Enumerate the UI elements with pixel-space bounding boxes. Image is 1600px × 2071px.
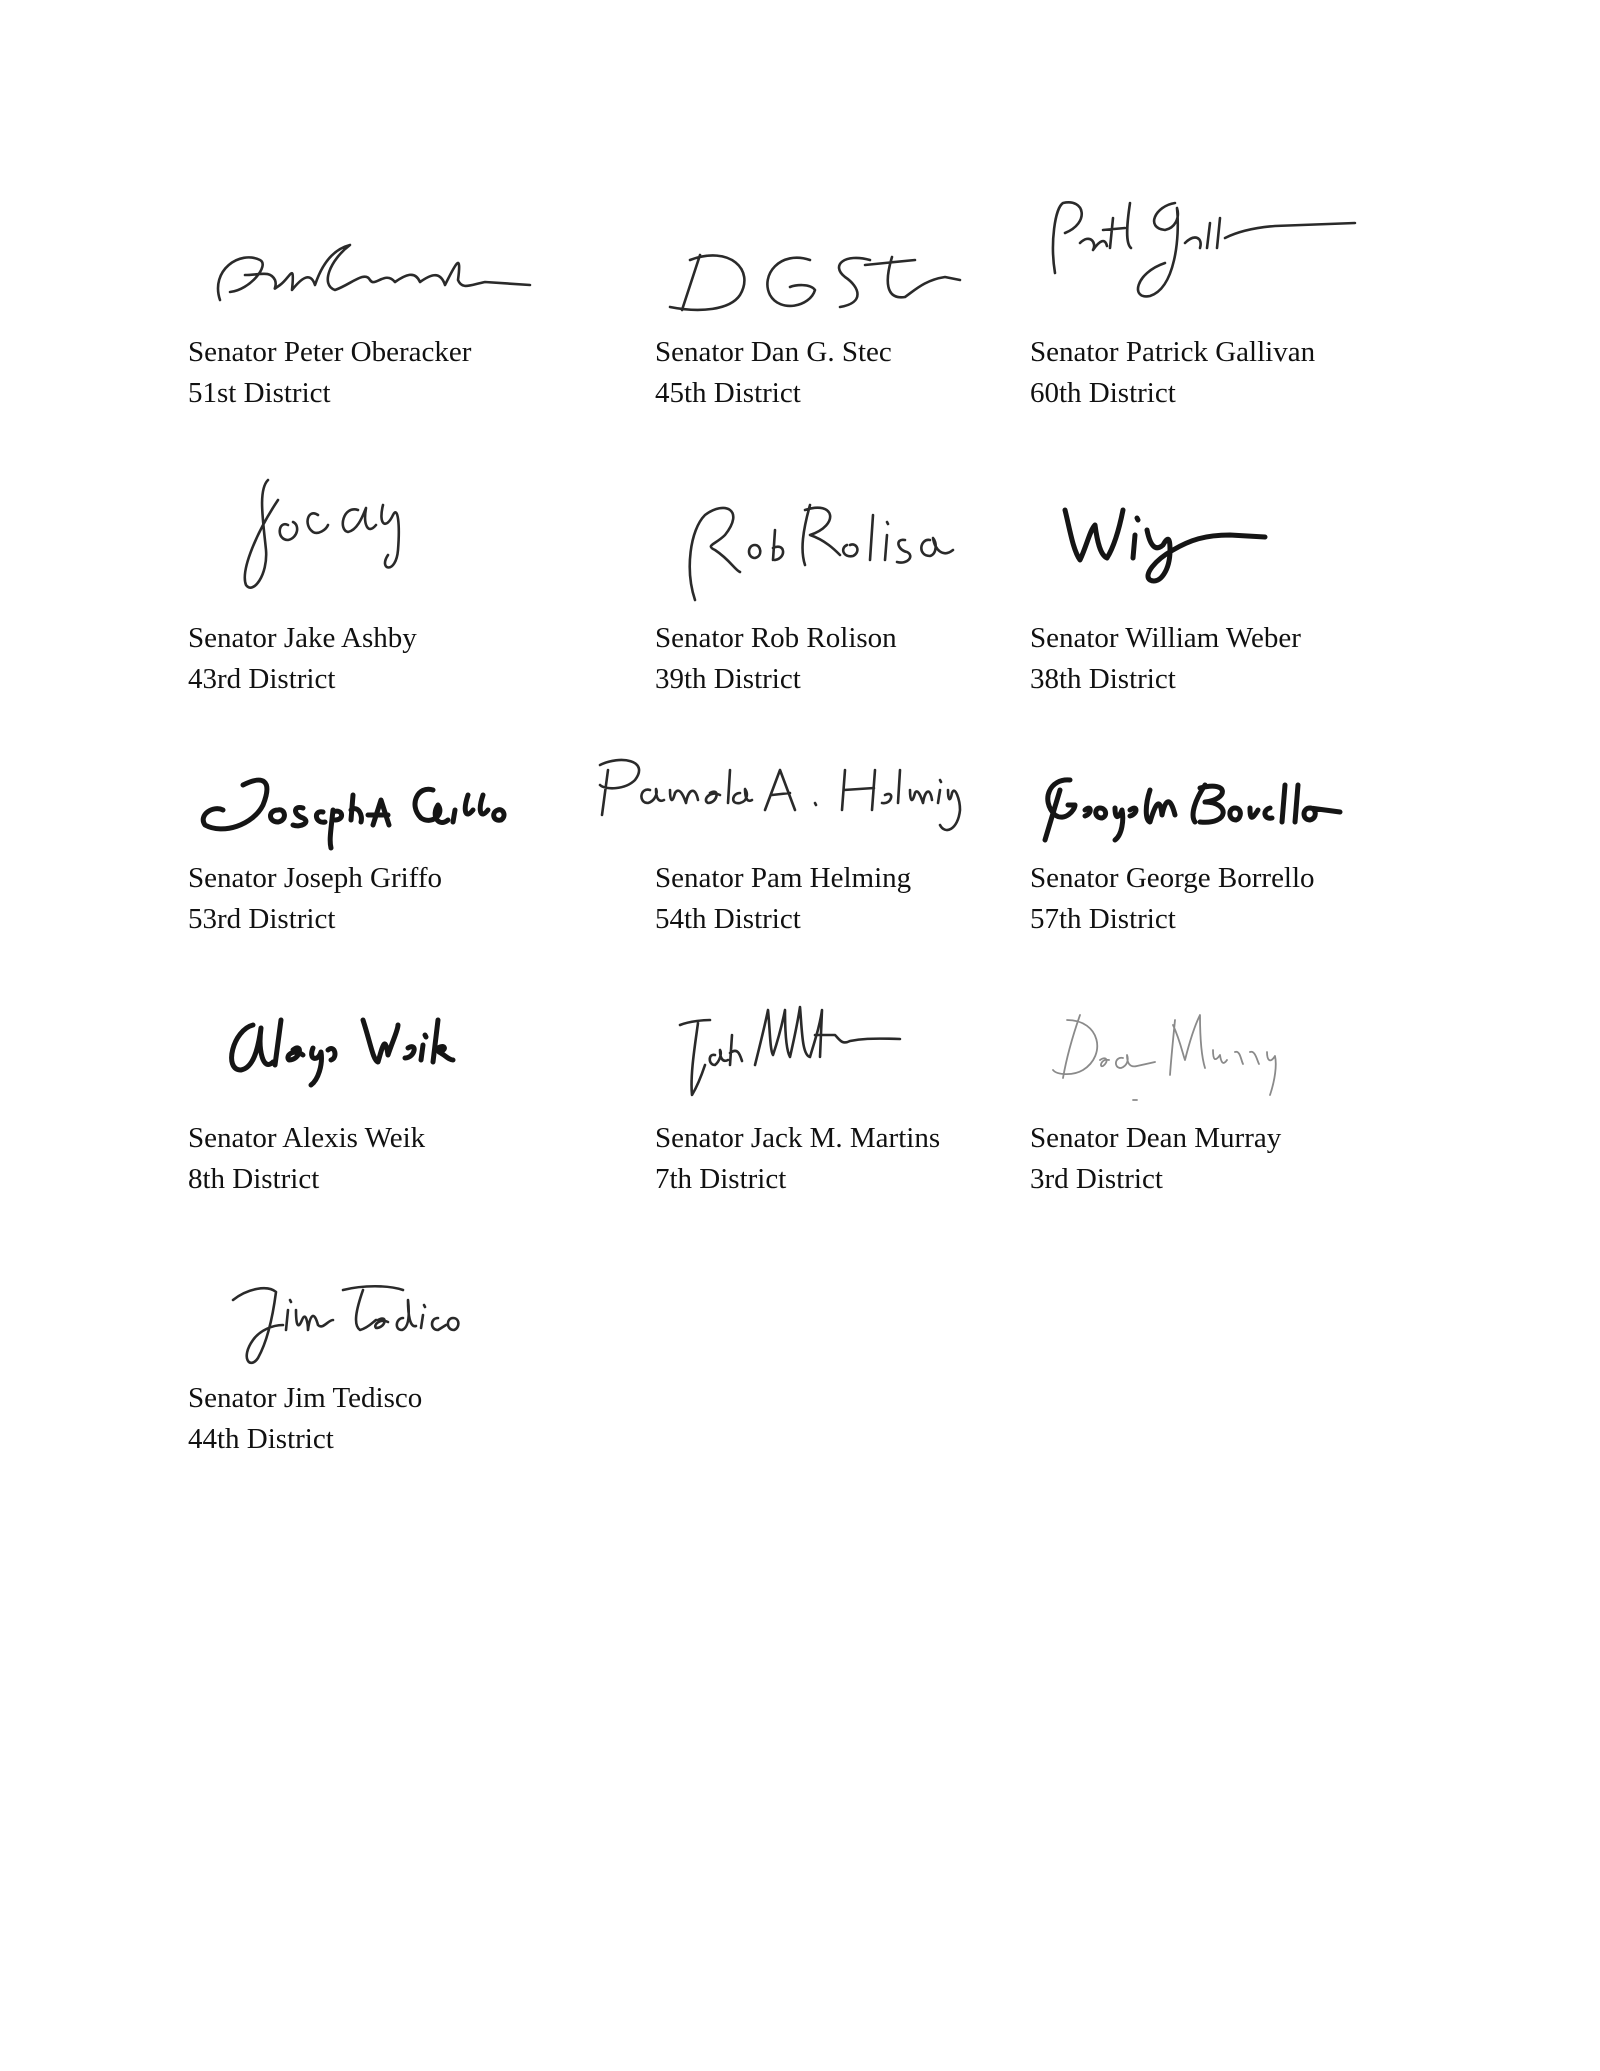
signature-weber bbox=[1030, 490, 1450, 630]
signer-name: Senator Jim Tedisco bbox=[188, 1382, 423, 1414]
signer-name: Senator William Weber bbox=[1030, 622, 1301, 654]
signer-district: 45th District bbox=[655, 377, 801, 409]
signer-name: Senator Pam Helming bbox=[655, 862, 912, 894]
signer-name: Senator Jake Ashby bbox=[188, 622, 417, 654]
signer-name: Senator Patrick Gallivan bbox=[1030, 336, 1316, 368]
signature-martins bbox=[655, 995, 1075, 1135]
signer-district: 44th District bbox=[188, 1423, 334, 1455]
signature-rolison bbox=[655, 490, 1075, 630]
signer-name: Senator Dan G. Stec bbox=[655, 336, 892, 368]
signer-name: Senator Dean Murray bbox=[1030, 1122, 1282, 1154]
signature-gallivan bbox=[1030, 188, 1450, 328]
signer-district: 39th District bbox=[655, 663, 801, 695]
signer-name: Senator George Borrello bbox=[1030, 862, 1315, 894]
signer-name: Senator Rob Rolison bbox=[655, 622, 897, 654]
signer-district: 43rd District bbox=[188, 663, 336, 695]
signer-district: 7th District bbox=[655, 1163, 787, 1195]
signer-district: 51st District bbox=[188, 377, 331, 409]
signer-district: 54th District bbox=[655, 903, 801, 935]
signer-district: 57th District bbox=[1030, 903, 1176, 935]
signer-name: Senator Joseph Griffo bbox=[188, 862, 442, 894]
signer-name: Senator Jack M. Martins bbox=[655, 1122, 941, 1154]
signer-district: 38th District bbox=[1030, 663, 1176, 695]
signer-district: 8th District bbox=[188, 1163, 320, 1195]
signature-ashby bbox=[188, 470, 608, 610]
signer-district: 3rd District bbox=[1030, 1163, 1163, 1195]
signer-district: 53rd District bbox=[188, 903, 336, 935]
signer-name: Senator Peter Oberacker bbox=[188, 336, 472, 368]
signer-name: Senator Alexis Weik bbox=[188, 1122, 426, 1154]
signer-district: 60th District bbox=[1030, 377, 1176, 409]
